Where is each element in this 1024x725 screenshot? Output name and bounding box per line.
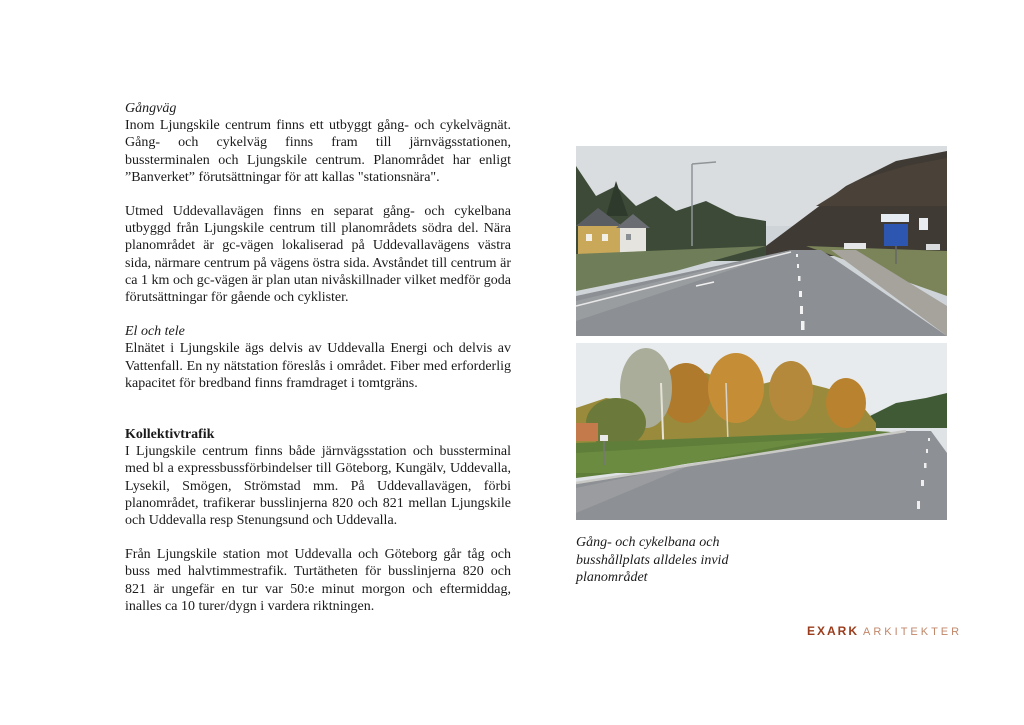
- section-kollektivtrafik-cont: [125, 546, 511, 615]
- paragraph: Elnätet i Ljungskile ägs delvis av Uddevalla Energi och delvis av Vattenfall. En ny nätstation föreslås i området. Fiber med erforderlig kapacitet för bredband finns framdraget i tomtgräns.: [125, 341, 511, 391]
- photo-caption: Gång- och cykelbana och busshållplats alldeles invid planområdet: [576, 535, 729, 585]
- paragraph: Från Ljungskile station mot Uddevalla och Göteborg går tåg och buss med halvtimmestrafik. Turtätheten för busslinjerna 820 och 821 är ungefär en tur var 50:e minut morgon och eftermiddag, inalles ca 10 turer/dygn i vardera riktningen.: [125, 547, 511, 614]
- paragraph: I Ljungskile centrum finns både järnvägsstation och bussterminal med bl a expressbussförbindelser till Göteborg, Kungälv, Uddevalla, Lysekil, Smögen, Strömstad mm. På Uddevallavägen, förbi planområdet, trafikerar busslinjerna 820 och 821 mellan Ljungskile och Uddevalla resp Stenungsund och Uddevalla.: [125, 444, 511, 529]
- section-el-tele: [125, 323, 511, 392]
- section-heading-kollektivtrafik: Kollektivtrafik: [125, 427, 215, 443]
- company-logo: [807, 624, 962, 638]
- logo-brand: EXARK: [807, 624, 860, 638]
- photo-road-houses: [576, 146, 947, 336]
- logo-sub: ARKITEKTER: [863, 626, 963, 638]
- text-column: [125, 100, 511, 632]
- section-gangvag-cont: [125, 203, 511, 306]
- section-gangvag: [125, 100, 511, 186]
- section-heading-gangvag: Gångväg: [125, 101, 177, 116]
- section-heading-el-tele: El och tele: [125, 324, 185, 340]
- paragraph: Inom Ljungskile centrum finns ett utbyggt gång- och cykelvägnät. Gång- och cykelväg finns fram till järnvägsstationen, bussterminalen och Ljungskile centrum. Planområdet har enligt ”Banverket” förutsättningar för att kallas "stationsnära".: [125, 118, 511, 185]
- paragraph: Utmed Uddevallavägen finns en separat gång- och cykelbana utbyggd från Ljungskile centrum till planområdets södra del. Nära planområdet är gc-vägen lokaliserad på Uddevallavägens västra sida, närmare centrum på vägens östra sida. Avståndet till centrum är ca 1 km och gc-vägen är plan utan nivåskillnader vilket medför goda förutsättningar för gående och cyklister.: [125, 204, 511, 306]
- photo-road-autumn: [576, 343, 947, 520]
- section-kollektivtrafik: [125, 426, 511, 529]
